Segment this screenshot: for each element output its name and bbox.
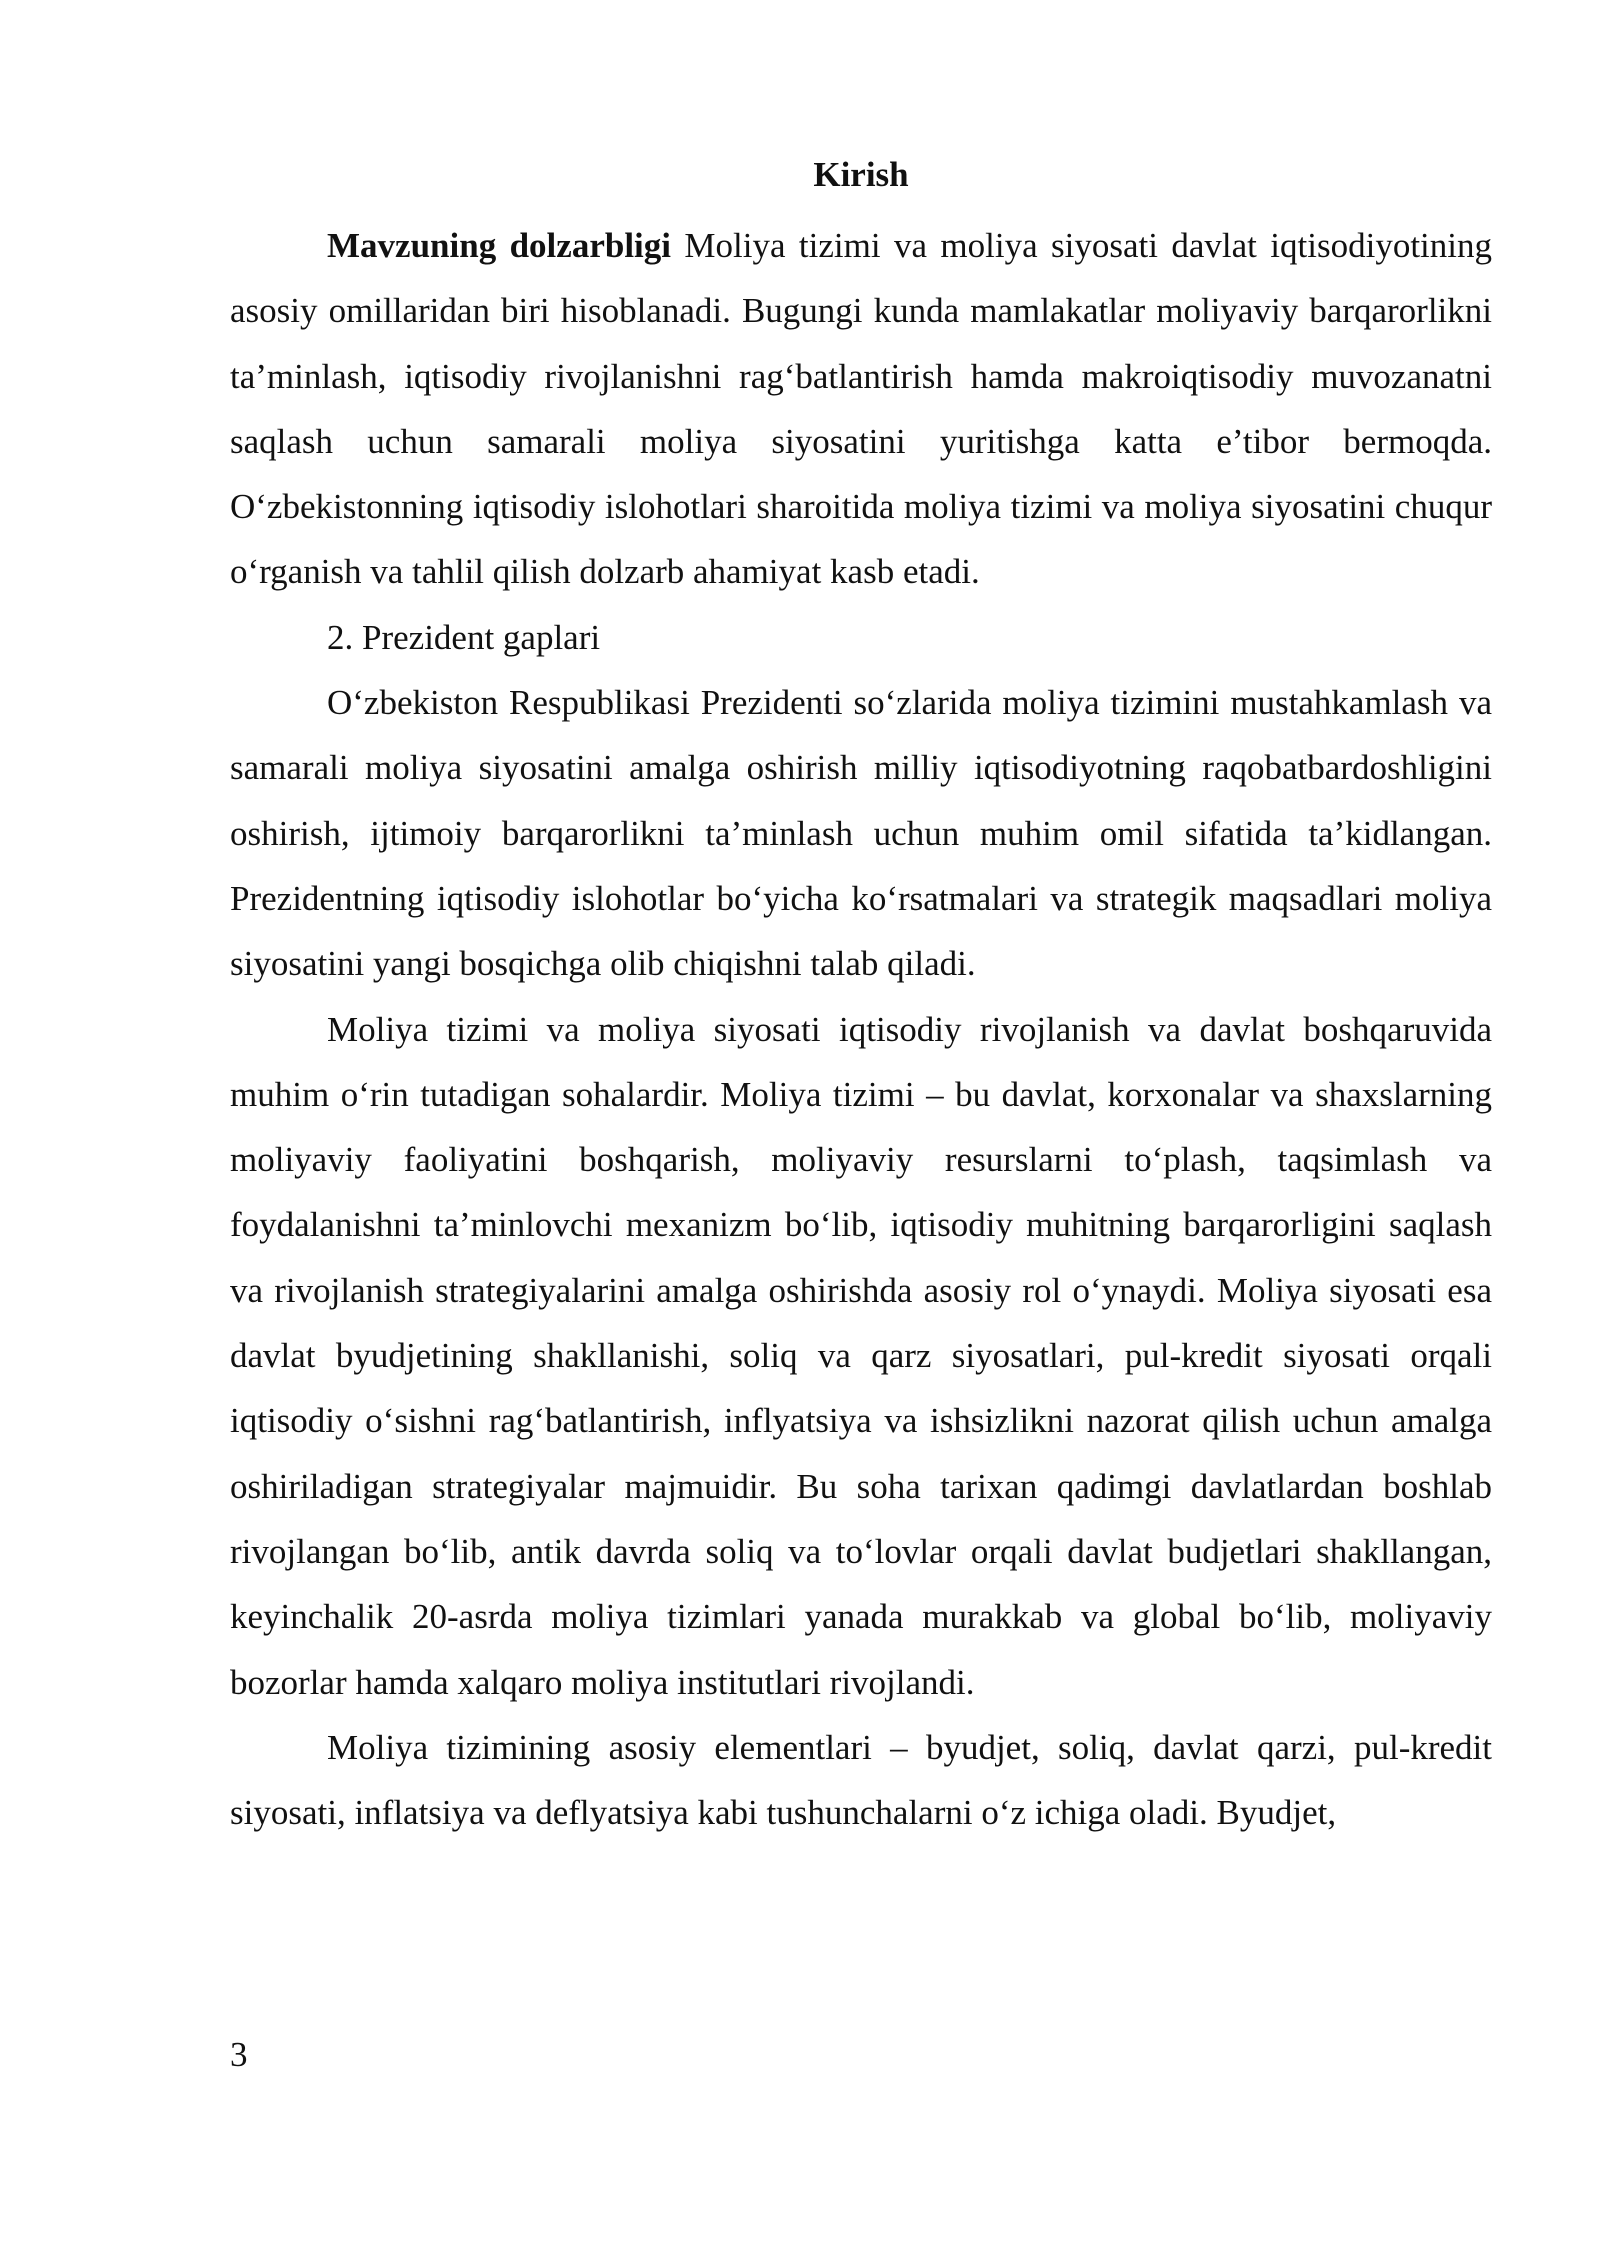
paragraph: O‘zbekiston Respublikasi Prezidenti so‘zlarida moliya tizimini mustahkamlash va samarali moliya siyosatini amalga oshirish milliy iqtisodiyotning raqobatbardoshligini oshirish, ijtimoiy barqarorlikni ta’minlash uchun muhim omil sifatida ta’kidlangan. Prezidentning iqtisodiy islohotlar bo‘yicha ko‘rsatmalari va strategik maqsadlari moliya siyosatini yangi bosqichga olib chiqishni talab qiladi. xyxy=(230,683,1492,984)
page-title: Kirish xyxy=(813,155,909,194)
page-number: 3 xyxy=(230,2035,248,2074)
paragraph: Moliya tizimi va moliya siyosati iqtisodiy rivojlanish va davlat boshqaruvida muhim o‘rin tutadigan sohalardir. Moliya tizimi – bu davlat, korxonalar va shaxslarning moliyaviy faoliyatini boshqarish, moliyaviy resurslarni to‘plash, taqsimlash va foydalanishni ta’minlovchi mexanizm bo‘lib, iqtisodiy muhitning barqarorligini saqlash va rivojlanish strategiyalarini amalga oshirishda asosiy rol o‘ynaydi. Moliya siyosati esa davlat byudjetining shakllanishi, soliq va qarz siyosatlari, pul-kredit siyosati orqali iqtisodiy o‘sishni rag‘batlantirish, inflyatsiya va ishsizlikni nazorat qilish uchun amalga oshiriladigan strategiyalar majmuidir. Bu soha tarixan qadimgi davlatlardan boshlab rivojlangan bo‘lib, antik davrda soliq va to‘lovlar orqali davlat budjetlari shakllangan, keyinchalik 20-asrda moliya tizimlari yanada murakkab va global bo‘lib, moliyaviy bozorlar hamda xalqaro moliya institutlari rivojlandi. xyxy=(230,1009,1492,1702)
intro-text: Moliya tizimi va moliya siyosati davlat iqtisodiyotining asosiy omillaridan biri hisoblanadi. Bugungi kunda mamlakatlar moliyaviy barqarorlikni ta’minlash, iqtisodiy rivojlanishni rag‘batlantirish hamda makroiqtisodiy muvozanatni saqlash uchun samarali moliya siyosatini yuritishga katta e’tibor bermoqda. O‘zbekistonning iqtisodiy islohotlari sharoitida moliya tizimi va moliya siyosatini chuqur o‘rganish va tahlil qilish dolzarb ahamiyat kasb etadi. xyxy=(230,226,1492,592)
paragraph: Moliya tizimining asosiy elementlari – byudjet, soliq, davlat qarzi, pul-kredit siyosati, inflatsiya va deflyatsiya kabi tushunchalarni o‘z ichiga oladi. Byudjet, xyxy=(230,1727,1492,1833)
intro-lead-bold: Mavzuning dolzarbligi xyxy=(327,226,671,265)
intro-paragraph xyxy=(230,213,1492,605)
document-page xyxy=(230,148,1492,1845)
section-heading: 2. Prezident gaplari xyxy=(327,617,601,657)
